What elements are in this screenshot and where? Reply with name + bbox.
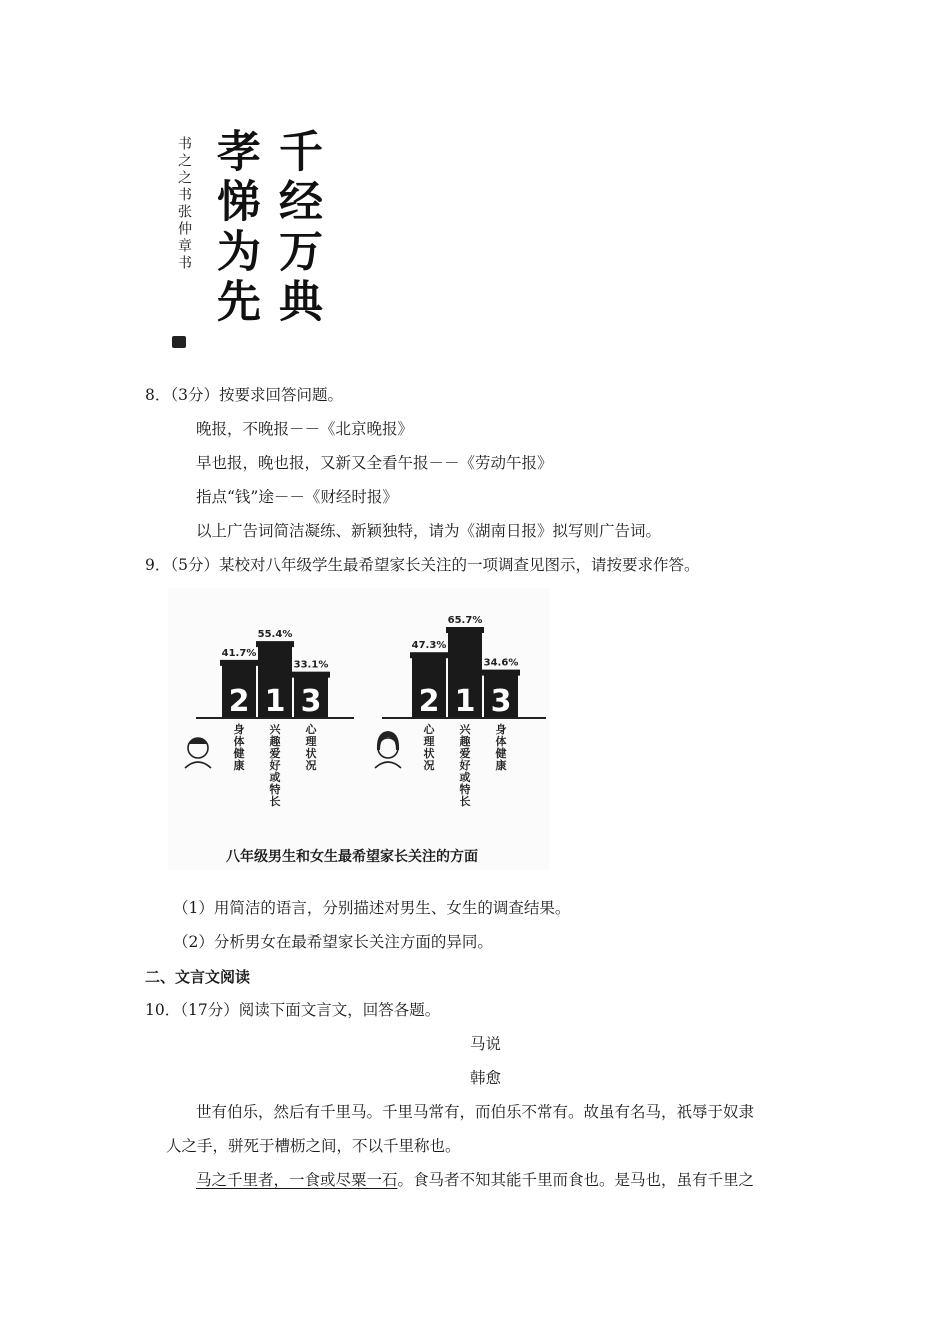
bar-category-label: 身体健康 (233, 723, 245, 772)
boy-face-icon (185, 738, 211, 769)
underlined-sentence: 马之千里者，一食或尽粟一石 (196, 1171, 398, 1189)
bar-rank-label: 1 (264, 684, 286, 719)
q9-sub-2: （2）分析男女在最希望家长关注方面的异同。 (173, 933, 493, 951)
section-title: 二、文言文阅读 (145, 968, 251, 986)
q8-header: 8．（3分）按要求回答问题。 (145, 386, 343, 404)
bar-rank-label: 2 (228, 684, 250, 719)
bar-rank-label: 3 (300, 684, 322, 719)
survey-chart-svg (168, 588, 550, 870)
bar-value-label: 65.7% (447, 615, 483, 626)
bar-category-label: 心理状况 (305, 723, 317, 772)
survey-chart (168, 588, 550, 870)
bar-category-label: 兴趣爱好或特长 (269, 723, 281, 808)
calligraphy-col-1: 千经万典 (271, 128, 322, 328)
bar-rank-label: 2 (418, 684, 440, 719)
bar-rank-label: 3 (490, 684, 512, 719)
bar-girl-1 (446, 615, 484, 808)
passage-p1-line1: 世有伯乐，然后有千里马。千里马常有，而伯乐不常有。故虽有名马，祇辱于奴隶 (196, 1103, 755, 1121)
q9-header: 9．（5分）某校对八年级学生最希望家长关注的一项调查见图示，请按要求作答。 (145, 556, 700, 574)
seal-stamp (172, 336, 186, 348)
bar-value-label: 34.6% (483, 657, 519, 669)
q8-line-4: 以上广告词简洁凝练、新颖独特，请为《湖南日报》拟写则广告词。 (196, 522, 662, 540)
bar-value-label: 33.1% (293, 659, 329, 671)
q9-sub-1: （1）用简洁的语言，分别描述对男生、女生的调查结果。 (173, 899, 571, 917)
q10-header: 10．（17分）阅读下面文言文，回答各题。 (145, 1001, 441, 1019)
calligraphy-inscription: 书之之书张仲章书 (176, 136, 192, 272)
passage-p2-rest: 。食马者不知其能千里而食也。是马也，虽有千里之 (397, 1171, 755, 1189)
calligraphy-col-2: 孝悌为先 (209, 128, 260, 328)
calligraphy-image (160, 128, 330, 360)
bar-category-label: 兴趣爱好或特长 (459, 723, 471, 808)
bar-rank-label: 1 (454, 684, 476, 719)
bar-category-label: 心理状况 (423, 723, 435, 772)
passage-p2 (196, 1169, 754, 1191)
bar-value-label: 47.3% (411, 640, 447, 652)
q8-line-1: 晚报，不晚报－－《北京晚报》 (196, 420, 414, 438)
bar-girl-2 (410, 640, 448, 772)
bar-boy-2 (220, 648, 258, 772)
girl-face-icon (375, 731, 401, 768)
bar-value-label: 55.4% (257, 629, 293, 641)
bar-category-label: 身体健康 (495, 723, 507, 772)
passage-p1-line2: 人之手，骈死于槽枥之间，不以千里称也。 (166, 1137, 461, 1155)
passage-title: 马说 (470, 1035, 502, 1053)
passage-author: 韩愈 (470, 1069, 502, 1087)
q8-line-2: 早也报，晚也报，又新又全看午报－－《劳动午报》 (196, 454, 553, 472)
q8-line-3: 指点“钱”途－－《财经时报》 (196, 488, 398, 506)
bar-girl-3 (482, 658, 520, 772)
bar-boy-3 (292, 660, 330, 772)
bar-value-label: 41.7% (221, 647, 257, 659)
chart-caption: 八年级男生和女生最希望家长关注的方面 (226, 849, 478, 865)
